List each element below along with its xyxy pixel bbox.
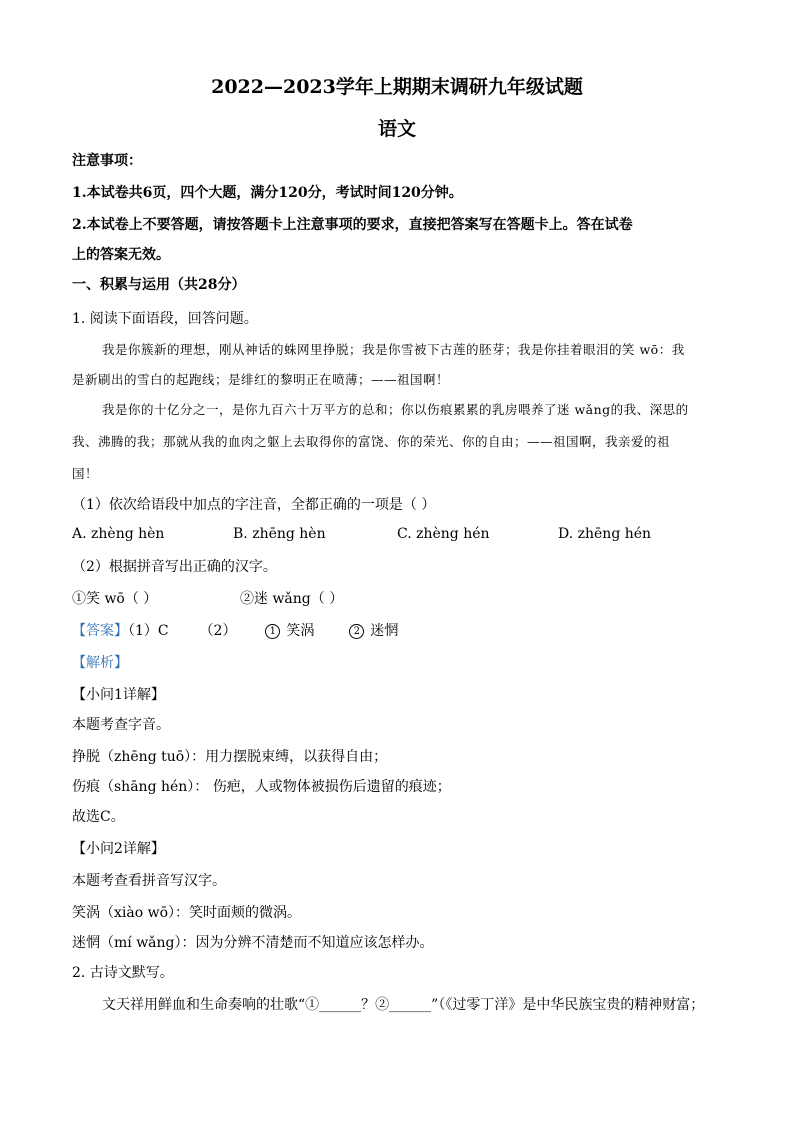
option-a: A. zhèng hèn: [72, 526, 165, 542]
sub2-detail-line-2: 笑涡（xiào wō）：笑时面颊的微涡。: [72, 905, 302, 921]
answer-part-2: （2）: [199, 623, 237, 639]
option-b: B. zhēng hèn: [233, 526, 326, 542]
answer-part-1: （1）C: [128, 623, 169, 639]
exam-title: 2022—2023学年上期期末调研九年级试题: [211, 76, 583, 98]
notice-item-2-line-1: 2.本试卷上不要答题，请按答题卡上注意事项的要求，直接把答案写在答题卡上。答在试卷: [72, 217, 633, 233]
answer-label: 【答案】: [72, 623, 128, 639]
passage-p2-line-2: 我、沸腾的我；那就从我的血肉之躯上去取得你的富饶、你的荣光、你的自由；——祖国啊，我亲爱的祖: [72, 434, 671, 449]
circled-number-2: 2: [349, 624, 364, 639]
circled-number-1: 1: [265, 624, 280, 639]
option-c: C. zhèng hén: [397, 526, 490, 542]
sub1-detail-line-1: 本题考查字音。: [72, 717, 170, 733]
notice-heading: 注意事项：: [72, 153, 142, 169]
q1-sub2-blank-2: ②迷 wǎng（ ）: [240, 591, 344, 607]
subject-title: 语文: [377, 118, 416, 140]
notice-item-2-line-2: 上的答案无效。: [72, 247, 170, 263]
sub1-detail-line-3: 伤痕（shāng hén）： 伤疤，人或物体被损伤后遗留的痕迹；: [72, 779, 451, 795]
q2-stem: 2. 古诗文默写。: [72, 965, 174, 981]
q1-sub2-blank-1: ①笑 wō（ ）: [72, 591, 158, 607]
analysis-label: 【解析】: [72, 655, 128, 671]
sub2-detail-line-1: 本题考查看拼音写汉字。: [72, 873, 226, 889]
passage-p2-line-1: 我是你的十亿分之一，是你九百六十万平方的总和；你以伤痕累累的乳房喂养了迷 wǎng的我、深思的: [102, 402, 689, 417]
sub1-detail-line-4: 故选C。: [72, 809, 125, 825]
passage-p1-line-2: 是新刷出的雪白的起跑线；是绯红的黎明正在喷薄；——祖国啊！: [72, 372, 450, 387]
notice-item-1: 1.本试卷共6页，四个大题，满分120分，考试时间120分钟。: [72, 185, 463, 201]
answer-1: 笑涡: [286, 623, 315, 639]
section-1-heading: 一、积累与运用（共28分）: [72, 277, 246, 293]
q1-sub2-question: （2）根据拼音写出正确的汉字。: [72, 559, 277, 575]
sub1-detail-line-2: 挣脱（zhēng tuō）：用力摆脱束缚，以获得自由；: [72, 749, 388, 765]
sub2-detail-heading: 【小问2详解】: [72, 841, 165, 857]
passage-p1-line-1: 我是你簇新的理想，刚从神话的蛛网里挣脱；我是你雪被下古莲的胚芽；我是你挂着眼泪的笑 wō：我: [102, 342, 685, 357]
answer-2: 迷惘: [370, 623, 399, 639]
q1-stem: 1. 阅读下面语段，回答问题。: [72, 311, 258, 327]
q1-sub1-question: （1）依次给语段中加点的字注音，全都正确的一项是（ ）: [72, 497, 436, 513]
q2-line-1: 文天祥用鲜血和生命奏响的壮歌“①______？②______”（《过零丁洋》是中华民族宝贵的精神财富；: [102, 997, 705, 1013]
sub1-detail-heading: 【小问1详解】: [72, 687, 165, 703]
sub2-detail-line-3: 迷惘（mí wǎng）：因为分辨不清楚而不知道应该怎样办。: [72, 935, 434, 951]
option-d: D. zhēng hén: [558, 526, 652, 542]
answer-row: [72, 620, 398, 640]
passage-p2-line-3: 国！: [72, 466, 99, 481]
